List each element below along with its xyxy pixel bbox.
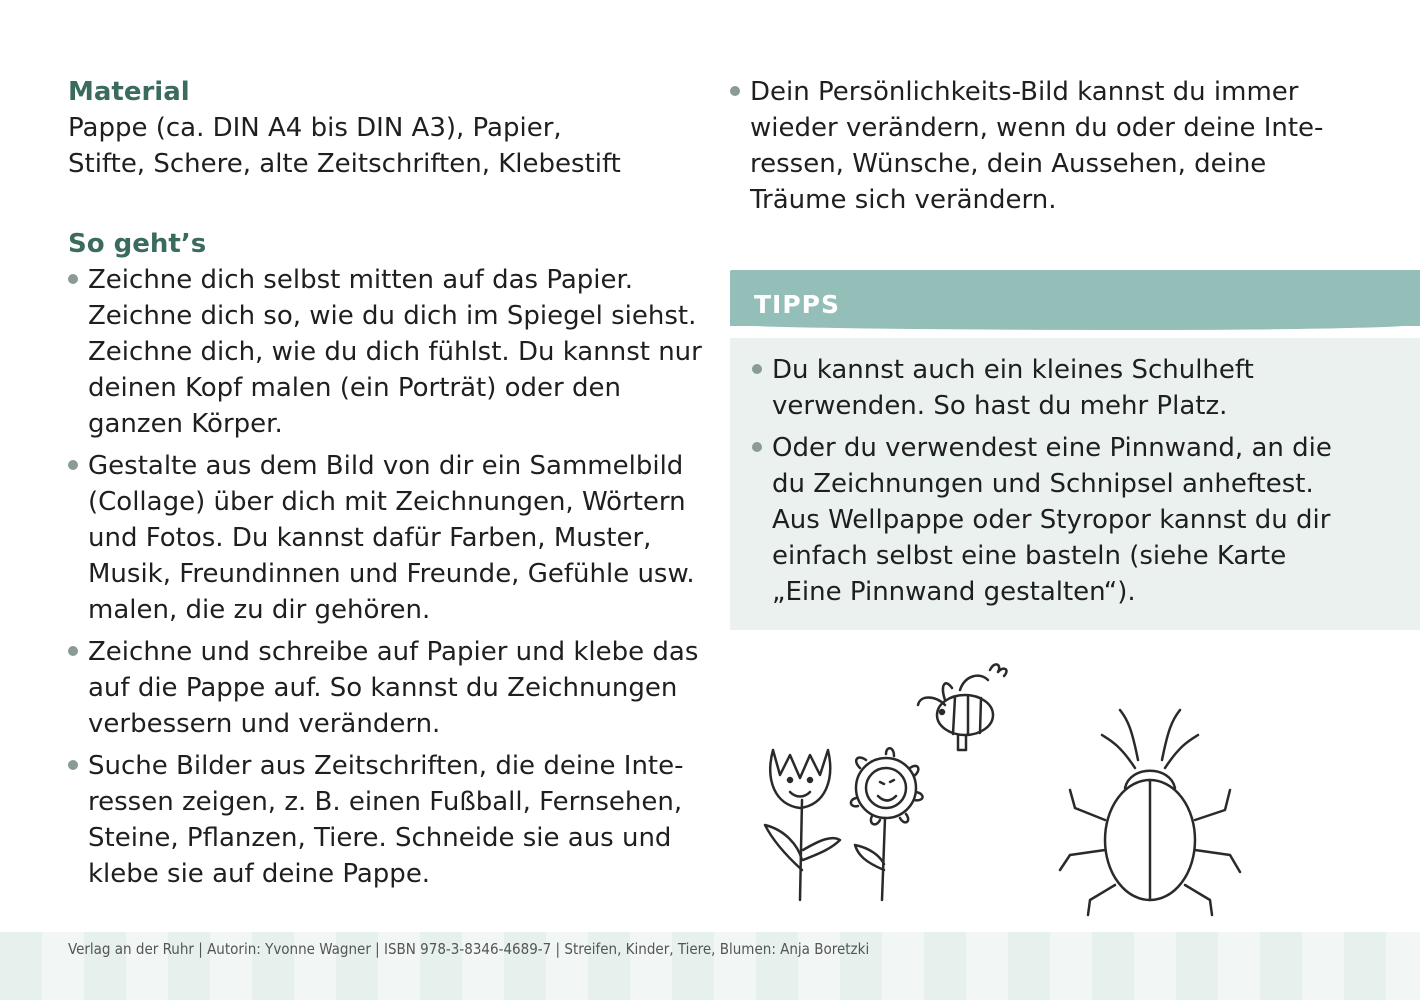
step-text: Gestalte aus dem Bild von dir ein Sammelbild (Collage) über dich mit Zeichnungen, Wörtern und Fotos. Du kannst dafür Farben, Muster, Musik, Freundinnen und Freunde, Gefühle usw. malen, die zu dir gehören. <box>88 451 695 625</box>
steps-heading: So geht’s <box>68 229 207 259</box>
tulip-flower-icon <box>765 750 840 900</box>
list-item <box>752 352 1392 424</box>
material-text: Pappe (ca. DIN A4 bis DIN A3), Papier, Stifte, Schere, alte Zeitschriften, Klebestift <box>68 113 621 179</box>
step-text: Zeichne dich selbst mitten auf das Papier. Zeichne dich so, wie du dich im Spiegel siehst. Zeichne dich, wie du dich fühlst. Du kannst nur deinen Kopf malen (ein Porträt) oder den ganzen Körper. <box>88 265 702 439</box>
list-item <box>730 74 1420 218</box>
list-item <box>68 634 708 742</box>
bullet-icon <box>68 646 78 656</box>
list-item <box>68 448 708 628</box>
right-text: Dein Persönlichkeits-Bild kannst du immer wieder verändern, wenn du oder deine Inte- ressen, Wünsche, dein Aussehen, deine Träume sich verändern. <box>750 77 1324 215</box>
bullet-icon <box>752 364 762 374</box>
bullet-icon <box>68 274 78 284</box>
step-text: Zeichne und schreibe auf Papier und klebe das auf die Pappe auf. So kannst du Zeichnungen verbessern und verändern. <box>88 637 699 739</box>
beetle-icon <box>1060 710 1240 915</box>
tipps-box <box>730 338 1420 630</box>
material-heading: Material <box>68 77 190 107</box>
step-text: Suche Bilder aus Zeitschriften, die deine Inte- ressen zeigen, z. B. einen Fußball, Fernsehen, Steine, Pflanzen, Tiere. Schneide sie aus und klebe sie auf deine Pappe. <box>88 751 684 889</box>
bullet-icon <box>68 460 78 470</box>
right-column <box>730 74 1420 224</box>
tipps-list <box>752 352 1392 616</box>
list-item <box>752 430 1392 610</box>
list-item <box>68 748 708 892</box>
steps-list <box>68 262 708 892</box>
footer-credits: Verlag an der Ruhr | Autorin: Yvonne Wagner | ISBN 978-3-8346-4689-7 | Streifen, Kinder, Tiere, Blumen: Anja Boretzki <box>68 940 870 958</box>
bullet-icon <box>730 86 740 96</box>
left-column <box>68 74 708 898</box>
tipps-header <box>730 270 1420 326</box>
right-list <box>730 74 1420 218</box>
list-item <box>68 262 708 442</box>
sunflower-icon <box>851 748 923 900</box>
bee-icon <box>918 664 1006 750</box>
tipps-title: TIPPS <box>754 290 841 319</box>
bullet-icon <box>752 442 762 452</box>
tipp-text: Oder du verwendest eine Pinnwand, an die du Zeichnungen und Schnipsel anheftest. Aus Wellpappe oder Styropor kannst du dir einfach selbst eine basteln (siehe Karte „Eine Pinnwand gestalten“). <box>772 433 1332 607</box>
illustration <box>740 650 1260 920</box>
tipp-text: Du kannst auch ein kleines Schulheft verwenden. So hast du mehr Platz. <box>772 355 1254 421</box>
bullet-icon <box>68 760 78 770</box>
footer <box>0 932 1420 1000</box>
